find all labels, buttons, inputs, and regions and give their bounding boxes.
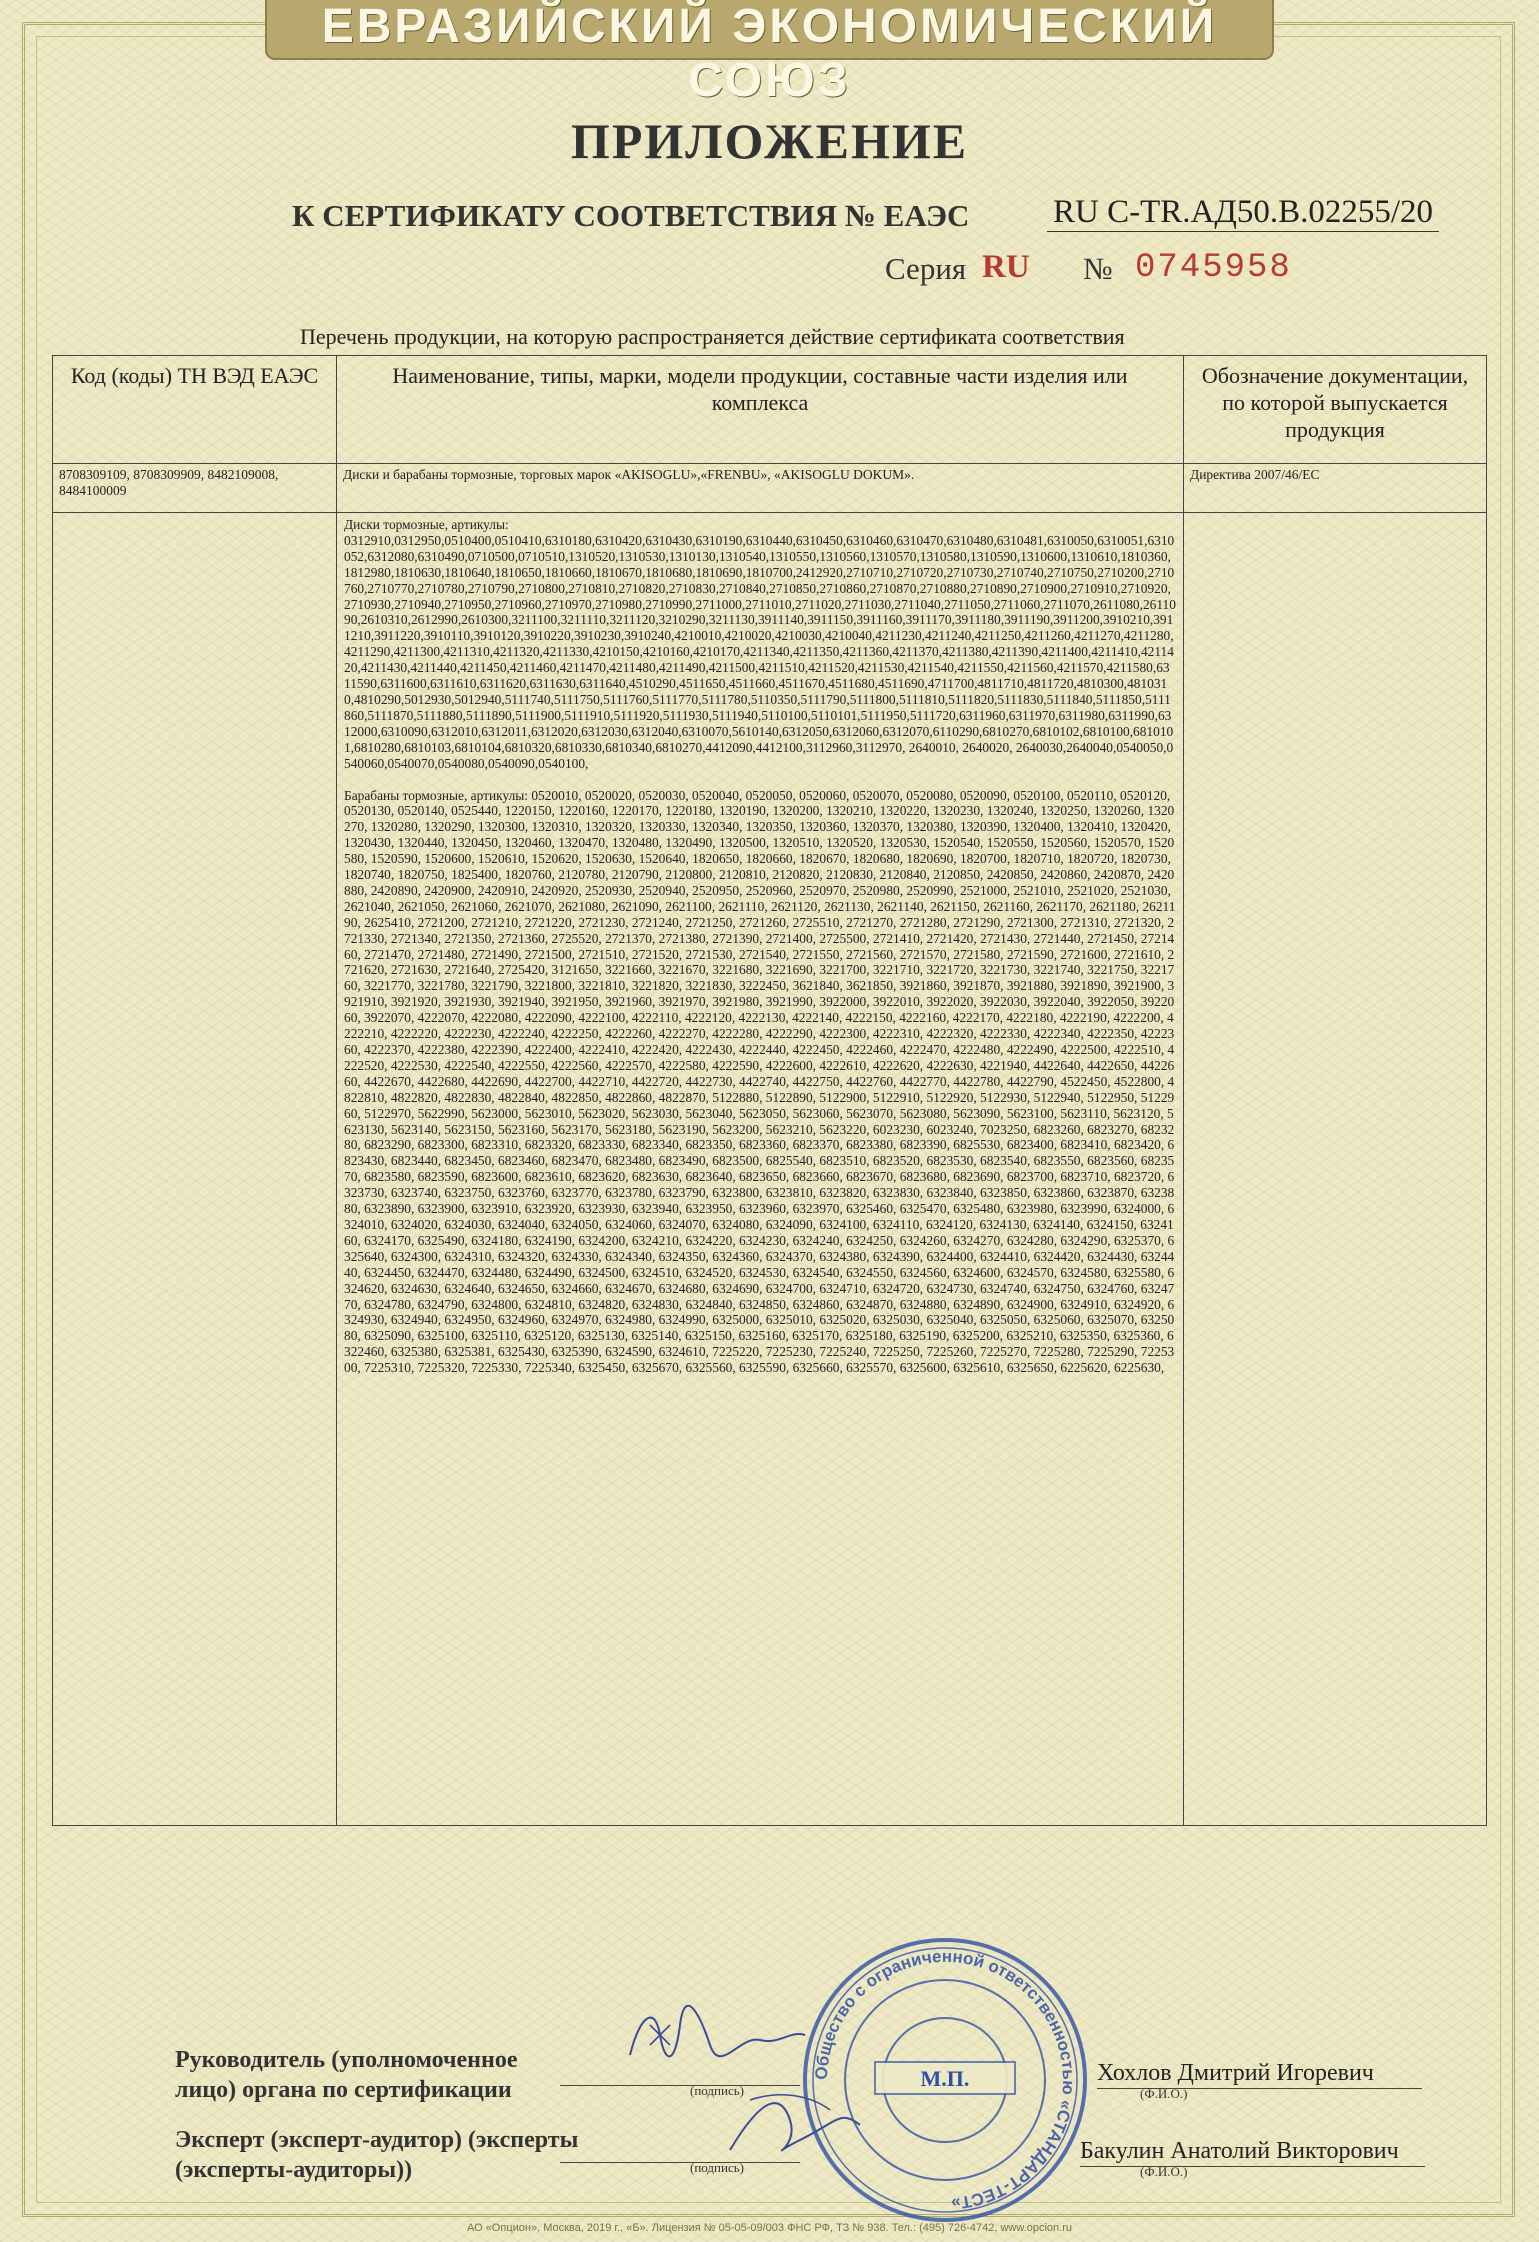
discs-heading: Диски тормозные, артикулы: <box>344 517 509 532</box>
header-doc: Обозначение документации, по которой выпускается продукция <box>1184 356 1487 464</box>
discs-list: 0312910,0312950,0510400,0510410,6310180,6310420,6310430,6310190,6310440,6310450,6310460,6310470,6310480,6310481,6310050,6310051,6310052,6312080,6310490,0710500,0710510,1310520,1310530,1310130,1310540,1310550,1310560,1310570,1310580,1310590,1310600,1310610,1810360,1812980,1810630,1810640,1810650,1810660,1810670,1810680,1810690,1810700,2412920,2710710,2710720,2710730,2710740,2710750,2710200,2710760,2710770,2710780,2710790,2710800,2710810,2710820,2710830,2710840,2710850,2710860,2710870,2710880,2710890,2710900,2710910,2710920,2710930,2710940,2710950,2710960,2710970,2710980,2710990,2711000,2711010,2711020,2711030,2711040,2711050,2711060,2711070,2611080,2611090,2610310,2612990,2610300,3211100,3211110,3211120,3210290,3211130,3911140,3911150,3911160,3911170,3911180,3911190,3911200,3910210,3911210,3911220,3910110,3910120,3910220,3910230,3910240,4210010,4210020,4210030,4210040,4211230,4211240,4211250,4211260,4211270,4211280,4211290,4211300,4211310,4211320,4211330,4210150,4210160,4210170,4211340,4211350,4211360,4211370,4211380,4211390,4211400,4211410,4211420,4211430,4211440,4211450,4211460,4211470,4211480,4211490,4211500,4211510,4211520,4211530,4211540,4211550,4211560,4211570,4211580,6311590,6311600,6311610,6311620,6311630,6311640,4510290,4511650,4511660,4511670,4511680,4511690,4711700,4811710,4811720,4810300,4810310,4810290,5012930,5012940,5111740,5111750,5111760,5111770,5111780,5110350,5111790,5111800,5111810,5111820,5111830,5111840,5111850,5111860,5111870,5111880,5111890,5111900,5111910,5111920,5111930,5111940,5110100,5110101,5111950,5111720,6311960,6311970,6311980,6311990,6312000,6310090,6312010,6312011,6312020,6312030,6312040,6310070,5610140,6312050,6312060,6312070,6110290,6810270,6810102,6810100,6810101,6810280,6810103,6810104,6810320,6810330,6810340,6810270,4412090,4412100,3112960,3112970, 2640010, 2640020, 2640030,2640040,0540050,0540060,0540070,0540080,0540090,0540100, <box>344 532 1176 771</box>
expert-name-line <box>1080 2166 1425 2167</box>
header-code: Код (коды) ТН ВЭД ЕАЭС <box>53 356 337 464</box>
expert-sign-caption: (подпись) <box>690 2160 744 2175</box>
header-name: Наименование, типы, марки, модели продукции, составные части изделия или комплекса <box>337 356 1184 464</box>
printer-footer: АО «Опцион», Москва, 2019 г., «Б». Лицензия № 05-05-09/003 ФНС РФ, ТЗ № 938. Тел.: (495) 726-4742, www.opcion.ru <box>466 2222 1072 2234</box>
expert-name-caption: (Ф.И.О.) <box>1140 2164 1188 2179</box>
row-documentation: Директива 2007/46/ЕС <box>1184 464 1487 513</box>
table-header-row <box>53 356 1487 464</box>
expert-label: Эксперт (эксперт-аудитор) (эксперты (эксперты-аудиторы)) <box>175 2127 579 2183</box>
table-row-articles <box>53 513 1487 1826</box>
form-number: 0745958 <box>1135 249 1292 287</box>
stamp-ring-text: Общество с ограниченной ответственностью «СТАНДАРТ-ТЕСТ» <box>811 1946 1079 2213</box>
table-row <box>53 464 1487 513</box>
row-codes: 8708309109, 8708309909, 8482109008, 8484100009 <box>53 464 337 513</box>
drums-heading: Барабаны тормозные, артикулы: <box>344 787 528 803</box>
certificate-subtitle: К СЕРТИФИКАТУ СООТВЕТСТВИЯ № ЕАЭС <box>292 198 970 233</box>
union-banner: ЕВРАЗИЙСКИЙ ЭКОНОМИЧЕСКИЙ СОЮЗ <box>265 0 1274 60</box>
head-name-caption: (Ф.И.О.) <box>1140 2086 1188 2101</box>
empty-doc-cell <box>1184 513 1487 1826</box>
articles-cell <box>337 513 1184 1826</box>
head-name: Хохлов Дмитрий Игоревич <box>1097 2060 1374 2086</box>
product-list-caption: Перечень продукции, на которую распространяется действие сертификата соответствия <box>300 324 1125 349</box>
certificate-number: RU С-TR.АД50.В.02255/20 <box>1047 194 1439 232</box>
row-product-name: Диски и барабаны тормозные, торговых марок «AKISOGLU»,«FRENBU», «AKISOGLU DOKUM». <box>337 464 1184 513</box>
series-label: Серия <box>885 251 967 286</box>
head-sign-caption: (подпись) <box>690 2083 744 2098</box>
empty-code-cell <box>53 513 337 1826</box>
number-label: № <box>1083 251 1113 286</box>
head-label: Руководитель (уполномоченное лицо) органа по сертификации <box>175 2047 518 2103</box>
drums-list: 0520010, 0520020, 0520030, 0520040, 0520050, 0520060, 0520070, 0520080, 0520090, 0520100, 0520110, 0520120, 0520130, 0520140, 0525440, 1220150, 1220160, 1220170, 1220180, 1320190, 1320200, 1320210, 1320220, 1320230, 1320240, 1320250, 1320260, 1320270, 1320280, 1320290, 1320300, 1320310, 1320320, 1320330, 1320340, 1320350, 1320360, 1320370, 1320380, 1320390, 1320400, 1320410, 1320420, 1320430, 1320440, 1320450, 1320460, 1320470, 1320480, 1320490, 1320500, 1320510, 1320520, 1320530, 1520540, 1520550, 1520560, 1520570, 1520580, 1520590, 1520600, 1520610, 1520620, 1520630, 1520640, 1820650, 1820660, 1820670, 1820680, 1820690, 1820700, 1820710, 1820720, 1820730, 1820740, 1820750, 1825400, 1820760, 2120780, 2120790, 2120800, 2120810, 2120820, 2120830, 2120840, 2120850, 2420850, 2420860, 2420870, 2420880, 2420890, 2420900, 2420910, 2420920, 2520930, 2520940, 2520950, 2520960, 2520970, 2520980, 2520990, 2521000, 2521010, 2521020, 2521030, 2621040, 2621050, 2621060, 2621070, 2621080, 2621090, 2621100, 2621110, 2621120, 2621130, 2621140, 2621150, 2621160, 2621170, 2621180, 2621190, 2625410, 2721200, 2721210, 2721220, 2721230, 2721240, 2721250, 2721260, 2725510, 2721270, 2721280, 2721290, 2721300, 2721310, 2721320, 2721330, 2721340, 2721350, 2721360, 2725520, 2721370, 2721380, 2721390, 2721400, 2725500, 2721410, 2721420, 2721430, 2721440, 2721450, 2721460, 2721470, 2721480, 2721490, 2721500, 2721510, 2721520, 2721530, 2721540, 2721550, 2721560, 2721570, 2721580, 2721590, 2721600, 2721610, 2721620, 2721630, 2721640, 2725420, 3121650, 3221660, 3221670, 3221680, 3221690, 3221700, 3221710, 3221720, 3221730, 3221740, 3221750, 3221760, 3221770, 3221780, 3221790, 3221800, 3221810, 3221820, 3221830, 3222450, 3621840, 3621850, 3921860, 3921870, 3921880, 3921890, 3921900, 3921910, 3921920, 3921930, 3921940, 3921950, 3921960, 3921970, 3921980, 3921990, 3922000, 3922010, 3922020, 3922030, 3922040, 3922050, 3922060, 3922070, 4222070, 4222080, 4222090, 4222100, 4222110, 4222120, 4222130, 4222140, 4222150, 4222160, 4222170, 4222180, 4222190, 4222200, 4222210, 4222220, 4222230, 4222240, 4222250, 4222260, 4222270, 4222280, 4222290, 4222300, 4222310, 4222320, 4222330, 4222340, 4222350, 4222360, 4222370, 4222380, 4222390, 4222400, 4222410, 4222420, 4222430, 4222440, 4222450, 4222460, 4222470, 4222480, 4222490, 4222500, 4222510, 4222520, 4222530, 4222540, 4222550, 4222560, 4222570, 4222580, 4222590, 4222600, 4222610, 4222620, 4222630, 4221940, 4422640, 4422650, 4422660, 4422670, 4422680, 4422690, 4422700, 4422710, 4422720, 4422730, 4422740, 4422750, 4422760, 4422770, 4422780, 4422790, 4522450, 4522800, 4822810, 4822820, 4822830, 4822840, 4822850, 4822860, 4822870, 5122880, 5122890, 5122900, 5122910, 5122920, 5122930, 5122940, 5122950, 5122960, 5122970, 5622990, 5623000, 5623010, 5623020, 5623030, 5623040, 5623050, 5623060, 5623070, 5623080, 5623090, 5623100, 5623110, 5623120, 5623130, 5623140, 5623150, 5623160, 5623170, 5623180, 5623190, 5623200, 5623210, 5623220, 6023230, 6023240, 7023250, 6823260, 6823270, 6823280, 6823290, 6823300, 6823310, 6823320, 6823330, 6823340, 6823350, 6823360, 6823370, 6823380, 6823390, 6825530, 6823400, 6823410, 6823420, 6823430, 6823440, 6823450, 6823460, 6823470, 6823480, 6823490, 6823500, 6825540, 6823510, 6823520, 6823530, 6823540, 6823550, 6823560, 6823570, 6823580, 6823590, 6823600, 6823610, 6823620, 6823630, 6823640, 6823650, 6823660, 6823670, 6823680, 6823690, 6823700, 6823710, 6823720, 6323730, 6323740, 6323750, 6323760, 6323770, 6323780, 6323790, 6323800, 6323810, 6323820, 6323830, 6323840, 6323850, 6323860, 6323870, 6323880, 6323890, 6323900, 6323910, 6323920, 6323930, 6323940, 6323950, 6323960, 6323970, 6325460, 6325470, 6325480, 6323980, 6323990, 6324000, 6324010, 6324020, 6324030, 6324040, 6324050, 6324060, 6324070, 6324080, 6324090, 6324100, 6324110, 6324120, 6324130, 6324140, 6324150, 6324160, 6324170, 6325490, 6324180, 6324190, 6324200, 6324210, 6324220, 6324230, 6324240, 6324250, 6324260, 6324270, 6324280, 6324290, 6325370, 6325640, 6324300, 6324310, 6324320, 6324330, 6324340, 6324350, 6324360, 6324370, 6324380, 6324390, 6324400, 6324410, 6324420, 6324430, 6324440, 6324450, 6324470, 6324480, 6324490, 6324500, 6324510, 6324520, 6324530, 6324540, 6324550, 6324560, 6324600, 6324570, 6324580, 6325580, 6324620, 6324630, 6324640, 6324650, 6324660, 6324670, 6324680, 6324690, 6324700, 6324710, 6324720, 6324730, 6324740, 6324750, 6324760, 6324770, 6324780, 6324790, 6324800, 6324810, 6324820, 6324830, 6324840, 6324850, 6324860, 6324870, 6324880, 6324890, 6324900, 6324910, 6324920, 6324930, 6324940, 6324950, 6324960, 6324970, 6324980, 6324990, 6325000, 6325010, 6325020, 6325030, 6325040, 6325050, 6325060, 6325070, 6325080, 6325090, 6325100, 6325110, 6325120, 6325130, 6325140, 6325150, 6325160, 6325170, 6325180, 6325190, 6325200, 6325210, 6325350, 6325360, 6322460, 6325380, 6325381, 6325430, 6325390, 6324590, 6324610, 7225220, 7225230, 7225240, 7225250, 7225260, 7225270, 7225280, 7225290, 7225300, 7225310, 7225320, 7225330, 7225340, 6325450, 6325670, 6325560, 6325590, 6325660, 6325570, 6325600, 6325610, 6325650, 6225620, 6225630, <box>344 787 1176 1376</box>
series-value: RU <box>982 249 1030 285</box>
page-title: ПРИЛОЖЕНИЕ <box>570 113 969 169</box>
products-table <box>52 355 1487 1826</box>
organization-stamp <box>795 1930 1095 2230</box>
stamp-center-text: М.П. <box>920 2066 970 2091</box>
head-signature <box>620 1995 810 2085</box>
expert-name: Бакулин Анатолий Викторович <box>1080 2138 1399 2164</box>
